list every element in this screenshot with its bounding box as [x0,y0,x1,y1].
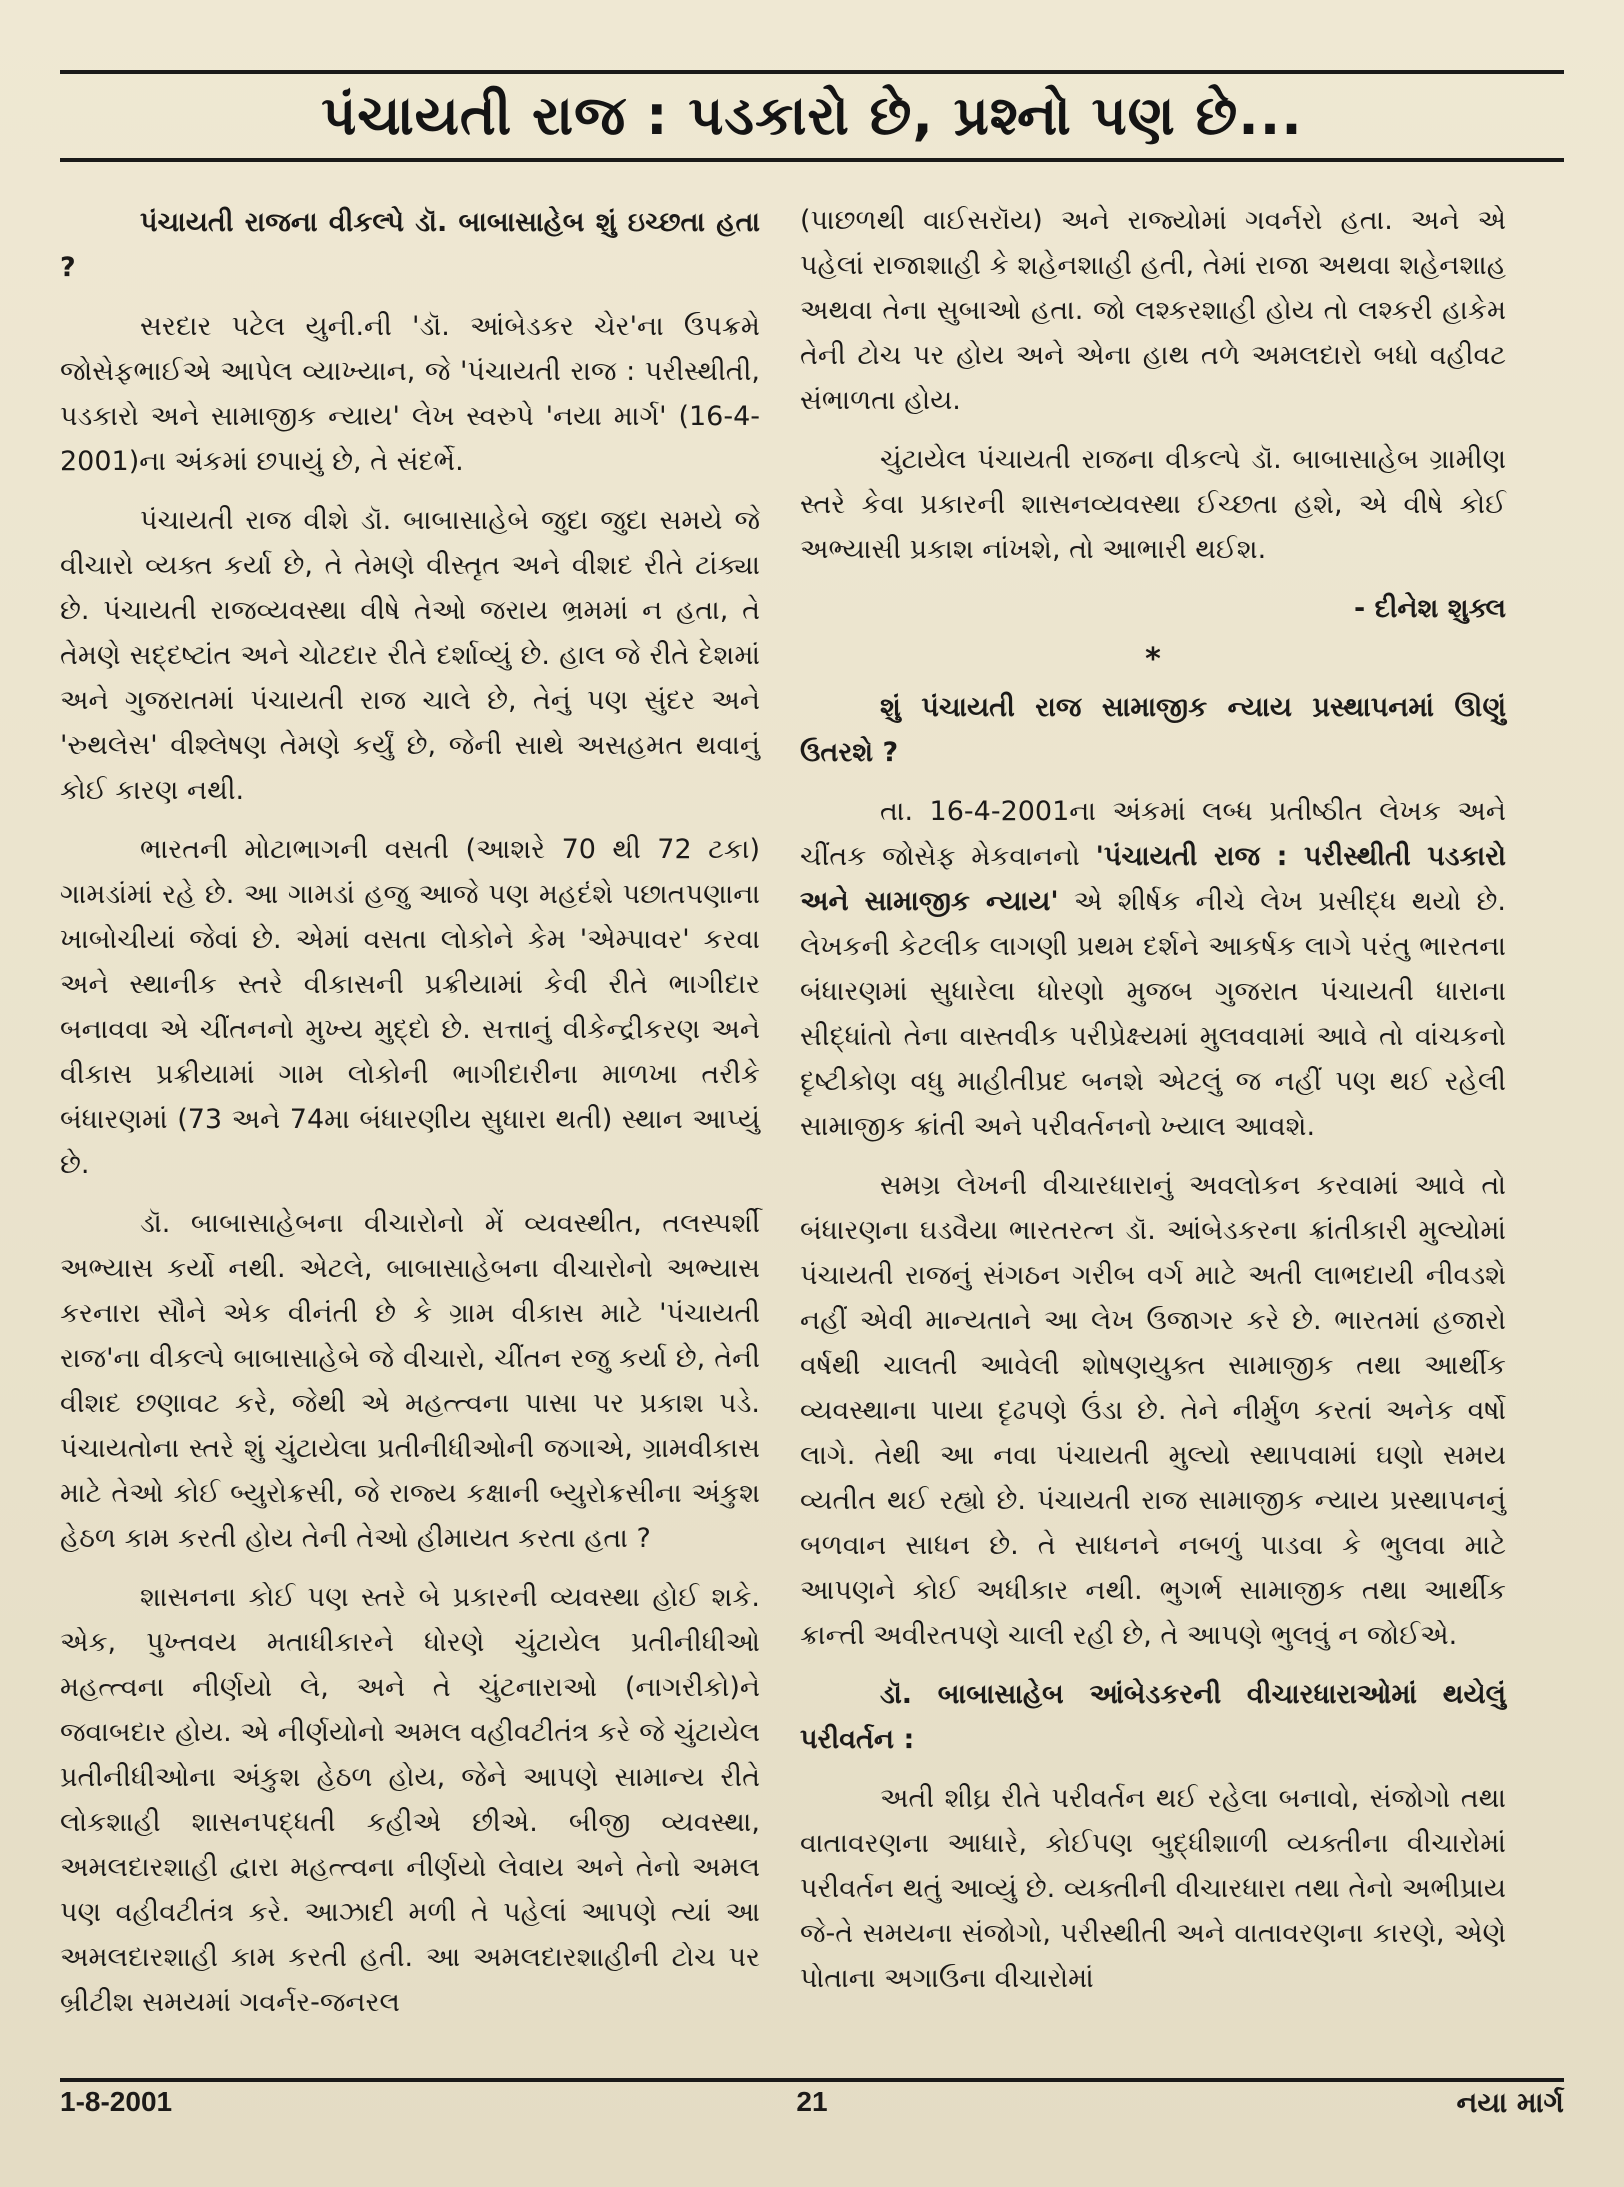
issue-date: 1-8-2001 [60,2086,173,2117]
title-rule [60,158,1564,162]
paragraph-continued: (પાછળથી વાઈસરૉય) અને રાજ્યોમાં ગવર્નરો હતા. અને એ પહેલાં રાજાશાહી કે શહેનશાહી હતી, તેમાં રાજા અથવા શહેનશાહ અથવા તેના સુબાઓ હતા. જો લશ્કરશાહી હોય તો લશ્કરી હાકેમ તેની ટોચ પર હોય અને એના હાથ તળે અમલદારો બધો વહીવટ સંભાળતા હોય. [800,205,1506,416]
paragraph: સરદાર પટેલ યુની.ની 'ડૉ. આંબેડકર ચેર'ના ઉપક્રમે જોસેફભાઈએ આપેલ વ્યાખ્યાન, જે 'પંચાયતી રાજ : પરીસ્થીતી, પડકારો અને સામાજીક ન્યાય' લેખ સ્વરુપે 'નયા માર્ગ' (16-4-2001)ના અંકમાં છપાયું છે, તે સંદર્ભે. [60,311,760,477]
section-heading-1: પંચાયતી રાજના વીકલ્પે ડૉ. બાબાસાહેબ શું ઇચ્છતા હતા ? [60,207,760,283]
paragraph-text: એ શીર્ષક નીચે લેખ પ્રસીદ્ધ થયો છે. લેખકની કેટલીક લાગણી પ્રથમ દર્શને આકર્ષક લાગે પરંતુ ભારતના બંધારણમાં સુધારેલા ધોરણો મુજબ ગુજરાત પંચાયતી ધારાના સીદ્ધાંતો તેના વાસ્તવીક પરીપ્રેક્ષ્યમાં મુલવવામાં આવે તો વાંચકનો દૃષ્ટીકોણ વધુ માહીતીપ્રદ બનશે એટલું જ નહીં પણ થઈ રહેલી સામાજીક ક્રાંતી અને પરીવર્તનનો ખ્યાલ આવશે. [800,886,1506,1142]
top-rule [60,70,1564,74]
paragraph: સમગ્ર લેખની વીચારધારાનું અવલોકન કરવામાં આવે તો બંધારણના ઘડવૈયા ભારતરત્ન ડૉ. આંબેડકરના ક્રાંતીકારી મુલ્યોમાં પંચાયતી રાજનું સંગઠન ગરીબ વર્ગ માટે અતી લાભદાયી નીવડશે નહીં એવી માન્યતાને આ લેખ ઉજાગર કરે છે. ભારતમાં હજારો વર્ષથી ચાલતી આવેલી શોષણયુક્ત સામાજીક તથા આર્થીક વ્યવસ્થાના પાયા દૃઢપણે ઉંડા છે. તેને નીર્મુળ કરતાં અનેક વર્ષો લાગે. તેથી આ નવા પંચાયતી મુલ્યો સ્થાપવામાં ઘણો સમય વ્યતીત થઈ રહ્યો છે. પંચાયતી રાજ સામાજીક ન્યાય પ્રસ્થાપનનું બળવાન સાધન છે. તે સાધનને નબળું પાડવા કે ભુલવા માટે આપણને કોઈ અધીકાર નથી. ભુગર્ભ સામાજીક તથા આર્થીક ક્રાન્તી અવીરતપણે ચાલી રહી છે, તે આપણે ભુલવું ન જોઈએ. [800,1170,1506,1651]
bottom-rule [60,2078,1564,2082]
paragraph-text: તા. 16-4-2001ના અંકમાં લબ્ધ પ્રતીષ્ઠીત લેખક અને ચીંતક જોસેફ મેકવાનનો [800,796,1506,872]
article-title-reference: 'પંચાયતી રાજ : પરીસ્થીતી પડકારો અને સામાજીક ન્યાય' [800,841,1507,917]
page-number: 21 [796,2086,828,2117]
paragraph [800,789,1506,1149]
author-signature: - દીનેશ શુક્લ [1354,593,1506,624]
left-column [60,200,760,2039]
section-heading-2: શું પંચાયતી રાજ સામાજીક ન્યાય પ્રસ્થાપનમાં ઊણું ઉતરશે ? [800,692,1506,768]
paragraph: ડૉ. બાબાસાહેબના વીચારોનો મેં વ્યવસ્થીત, તલસ્પર્શી અભ્યાસ કર્યો નથી. એટલે, બાબાસાહેબના વીચારોનો અભ્યાસ કરનારા સૌને એક વીનંતી છે કે ગ્રામ વીકાસ માટે 'પંચાયતી રાજ'ના વીકલ્પે બાબાસાહેબે જે વીચારો, ચીંતન રજુ કર્યા છે, તેની વીશદ છણાવટ કરે, જેથી એ મહત્ત્વના પાસા પર પ્રકાશ પડે. પંચાયતોના સ્તરે શું ચુંટાયેલા પ્રતીનીધીઓની જગાએ, ગ્રામવીકાસ માટે તેઓ કોઈ બ્યુરોક્રસી, જે રાજ્ય કક્ષાની બ્યુરોક્રસીના અંકુશ હેઠળ કામ કરતી હોય તેની તેઓ હીમાયત કરતા હતા ? [60,1208,760,1554]
magazine-name: નયા માર્ગ [1456,2086,1564,2119]
page-footer [60,2086,1564,2130]
section-heading-3: ડૉ. બાબાસાહેબ આંબેડકરની વીચારધારાઓમાં થયેલું પરીવર્તન : [800,1679,1506,1755]
paragraph: પંચાયતી રાજ વીશે ડૉ. બાબાસાહેબે જુદા જુદા સમયે જે વીચારો વ્યક્ત કર્યા છે, તે તેમણે વીસ્તૃત અને વીશદ રીતે ટાંક્યા છે. પંચાયતી રાજવ્યવસ્થા વીષે તેઓ જરાય ભ્રમમાં ન હતા, તે તેમણે સદ્દષ્ટાંત અને ચોટદાર રીતે દર્શાવ્યું છે. હાલ જે રીતે દેશમાં અને ગુજરાતમાં પંચાયતી રાજ ચાલે છે, તેનું પણ સુંદર અને 'રુથલેસ' વીશ્લેષણ તેમણે કર્યું છે, જેની સાથે અસહમત થવાનું કોઈ કારણ નથી. [60,505,760,806]
section-separator: * [1145,642,1161,677]
right-column [800,198,1506,2015]
paragraph: ભારતની મોટાભાગની વસતી (આશરે 70 થી 72 ટકા) ગામડાંમાં રહે છે. આ ગામડાં હજુ આજે પણ મહદંશે પછાતપણાના ખાબોચીયાં જેવાં છે. એમાં વસતા લોકોને કેમ 'એમ્પાવર' કરવા અને સ્થાનીક સ્તરે વીકાસની પ્રક્રીયામાં કેવી રીતે ભાગીદાર બનાવવા એ ચીંતનનો મુખ્ય મુદ્દો છે. સત્તાનું વીકેન્દ્રીકરણ અને વીકાસ પ્રક્રીયામાં ગામ લોકોની ભાગીદારીના માળખા તરીકે બંધારણમાં (73 અને 74મા બંધારણીય સુધારા થતી) સ્થાન આપ્યું છે. [60,834,760,1180]
paragraph: ચુંટાયેલ પંચાયતી રાજના વીકલ્પે ડૉ. બાબાસાહેબ ગ્રામીણ સ્તરે કેવા પ્રકારની શાસનવ્યવસ્થા ઈચ્છતા હશે, એ વીષે કોઈ અભ્યાસી પ્રકાશ નાંખશે, તો આભારી થઈશ. [800,444,1506,565]
paragraph: અતી શીઘ્ર રીતે પરીવર્તન થઈ રહેલા બનાવો, સંજોગો તથા વાતાવરણના આધારે, કોઈપણ બુદ્ધીશાળી વ્યક્તીના વીચારોમાં પરીવર્તન થતું આવ્યું છે. વ્યક્તીની વીચારધારા તથા તેનો અભીપ્રાય જે-તે સમયના સંજોગો, પરીસ્થીતી અને વાતાવરણના કારણે, એણે પોતાના અગાઉના વીચારોમાં [800,1783,1506,1994]
page-headline: પંચાયતી રાજ : પડકારો છે, પ્રશ્નો પણ છે... [321,84,1303,147]
paragraph: શાસનના કોઈ પણ સ્તરે બે પ્રકારની વ્યવસ્થા હોઈ શકે. એક, પુખ્તવય મતાધીકારને ધોરણે ચુંટાયેલ પ્રતીનીધીઓ મહત્ત્વના નીર્ણયો લે, અને તે ચુંટનારાઓ (નાગરીકો)ને જવાબદાર હોય. એ નીર્ણયોનો અમલ વહીવટીતંત્ર કરે જે ચુંટાયેલ પ્રતીનીધીઓના અંકુશ હેઠળ હોય, જેને આપણે સામાન્ય રીતે લોકશાહી શાસનપદ્ધતી કહીએ છીએ. બીજી વ્યવસ્થા, અમલદારશાહી દ્વારા મહત્ત્વના નીર્ણયો લેવાય અને તેનો અમલ પણ વહીવટીતંત્ર કરે. આઝાદી મળી તે પહેલાં આપણે ત્યાં આ અમલદારશાહી કામ કરતી હતી. આ અમલદારશાહીની ટોચ પર બ્રીટીશ સમયમાં ગવર્નર-જનરલ [60,1582,760,2018]
